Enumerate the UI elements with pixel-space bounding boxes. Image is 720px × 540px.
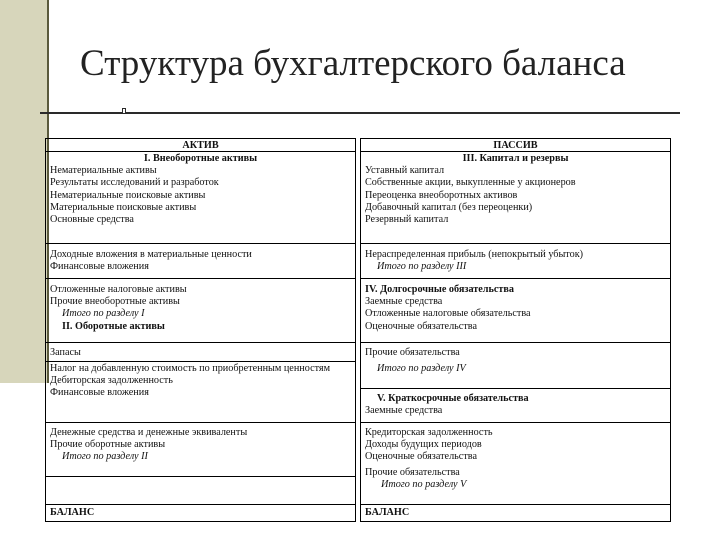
liabilities-header-row [361, 139, 670, 152]
section-subtotal: Итого по разделу I [62, 308, 145, 320]
liabilities-total: БАЛАНС [365, 507, 410, 518]
assets-section-2 [46, 244, 355, 279]
list-item: Доходы будущих периодов [365, 439, 482, 451]
list-item: Результаты исследований и разработок [50, 177, 219, 189]
liabilities-section-6 [361, 423, 670, 505]
liabilities-table [360, 138, 671, 522]
title-rule-right [126, 112, 680, 114]
list-item: Денежные средства и денежные эквиваленты [50, 427, 248, 438]
liabilities-section-2 [361, 244, 670, 279]
list-item: Финансовые вложения [50, 261, 149, 273]
list-item: Дебиторская задолженность [50, 375, 173, 387]
list-item: Прочие оборотные активы [50, 439, 166, 451]
list-item: Финансовые вложения [50, 387, 149, 399]
list-item: Отложенные налоговые обязательства [365, 308, 531, 320]
list-item: Доходные вложения в материальные ценности [50, 249, 252, 260]
liabilities-total-row [361, 505, 670, 521]
list-item: Собственные акции, выкупленные у акционеров [365, 177, 576, 189]
title-rule-left [40, 112, 122, 114]
assets-section-3 [46, 279, 355, 343]
list-item: Уставный капитал [365, 165, 445, 177]
page-title: Структура бухгалтерского баланса [80, 43, 626, 84]
section-heading: I. Внеоборотные активы [143, 153, 258, 164]
list-item: Нематериальные активы [50, 165, 157, 177]
section-heading: IV. Долгосрочные обязательства [365, 284, 515, 295]
list-item: Резервный капитал [365, 214, 449, 226]
list-item: Переоценка внеоборотных активов [365, 189, 518, 201]
list-item: Заемные средства [365, 296, 443, 308]
list-item: Кредиторская задолженность [365, 427, 493, 438]
assets-header: АКТИВ [182, 140, 219, 151]
list-item: Налог на добавленную стоимость по приобретенным ценностям [50, 363, 331, 374]
section-heading: V. Краткосрочные обязательства [377, 393, 529, 404]
side-accent-bar [0, 0, 47, 383]
section-subtotal: Итого по разделу V [381, 478, 467, 490]
liabilities-section-4 [361, 343, 670, 389]
list-item: Оценочные обязательства [365, 451, 477, 463]
liabilities-section-3 [361, 279, 670, 343]
section-subtotal: Итого по разделу II [62, 451, 148, 463]
assets-blank-row [46, 477, 355, 505]
liabilities-section-1 [361, 152, 670, 244]
assets-section-4 [46, 343, 355, 362]
list-item: Материальные поисковые активы [50, 201, 197, 213]
liabilities-section-5 [361, 389, 670, 423]
list-item: Нематериальные поисковые активы [50, 189, 206, 201]
assets-section-6 [46, 423, 355, 477]
list-item: Заемные средства [365, 405, 443, 417]
assets-section-5 [46, 362, 355, 423]
section-subtotal: Итого по разделу IV [377, 363, 466, 375]
list-item: Прочие обязательства [365, 466, 460, 478]
assets-total: БАЛАНС [50, 507, 95, 518]
list-item: Отложенные налоговые активы [50, 284, 187, 295]
list-item: Основные средства [50, 214, 134, 226]
assets-total-row [46, 505, 355, 521]
assets-section-1 [46, 152, 355, 244]
list-item: Прочие обязательства [365, 347, 460, 358]
list-item: Добавочный капитал (без переоценки) [365, 201, 533, 213]
section-heading: II. Оборотные активы [62, 320, 165, 332]
assets-header-row [46, 139, 355, 152]
list-item: Прочие внеоборотные активы [50, 296, 180, 308]
assets-table [45, 138, 356, 522]
list-item: Оценочные обязательства [365, 320, 477, 332]
section-heading: III. Капитал и резервы [462, 153, 569, 164]
liabilities-header: ПАССИВ [493, 140, 538, 151]
list-item: Нераспределенная прибыль (непокрытый убыток) [365, 249, 584, 260]
list-item: Запасы [50, 347, 81, 358]
section-subtotal: Итого по разделу III [377, 261, 467, 273]
